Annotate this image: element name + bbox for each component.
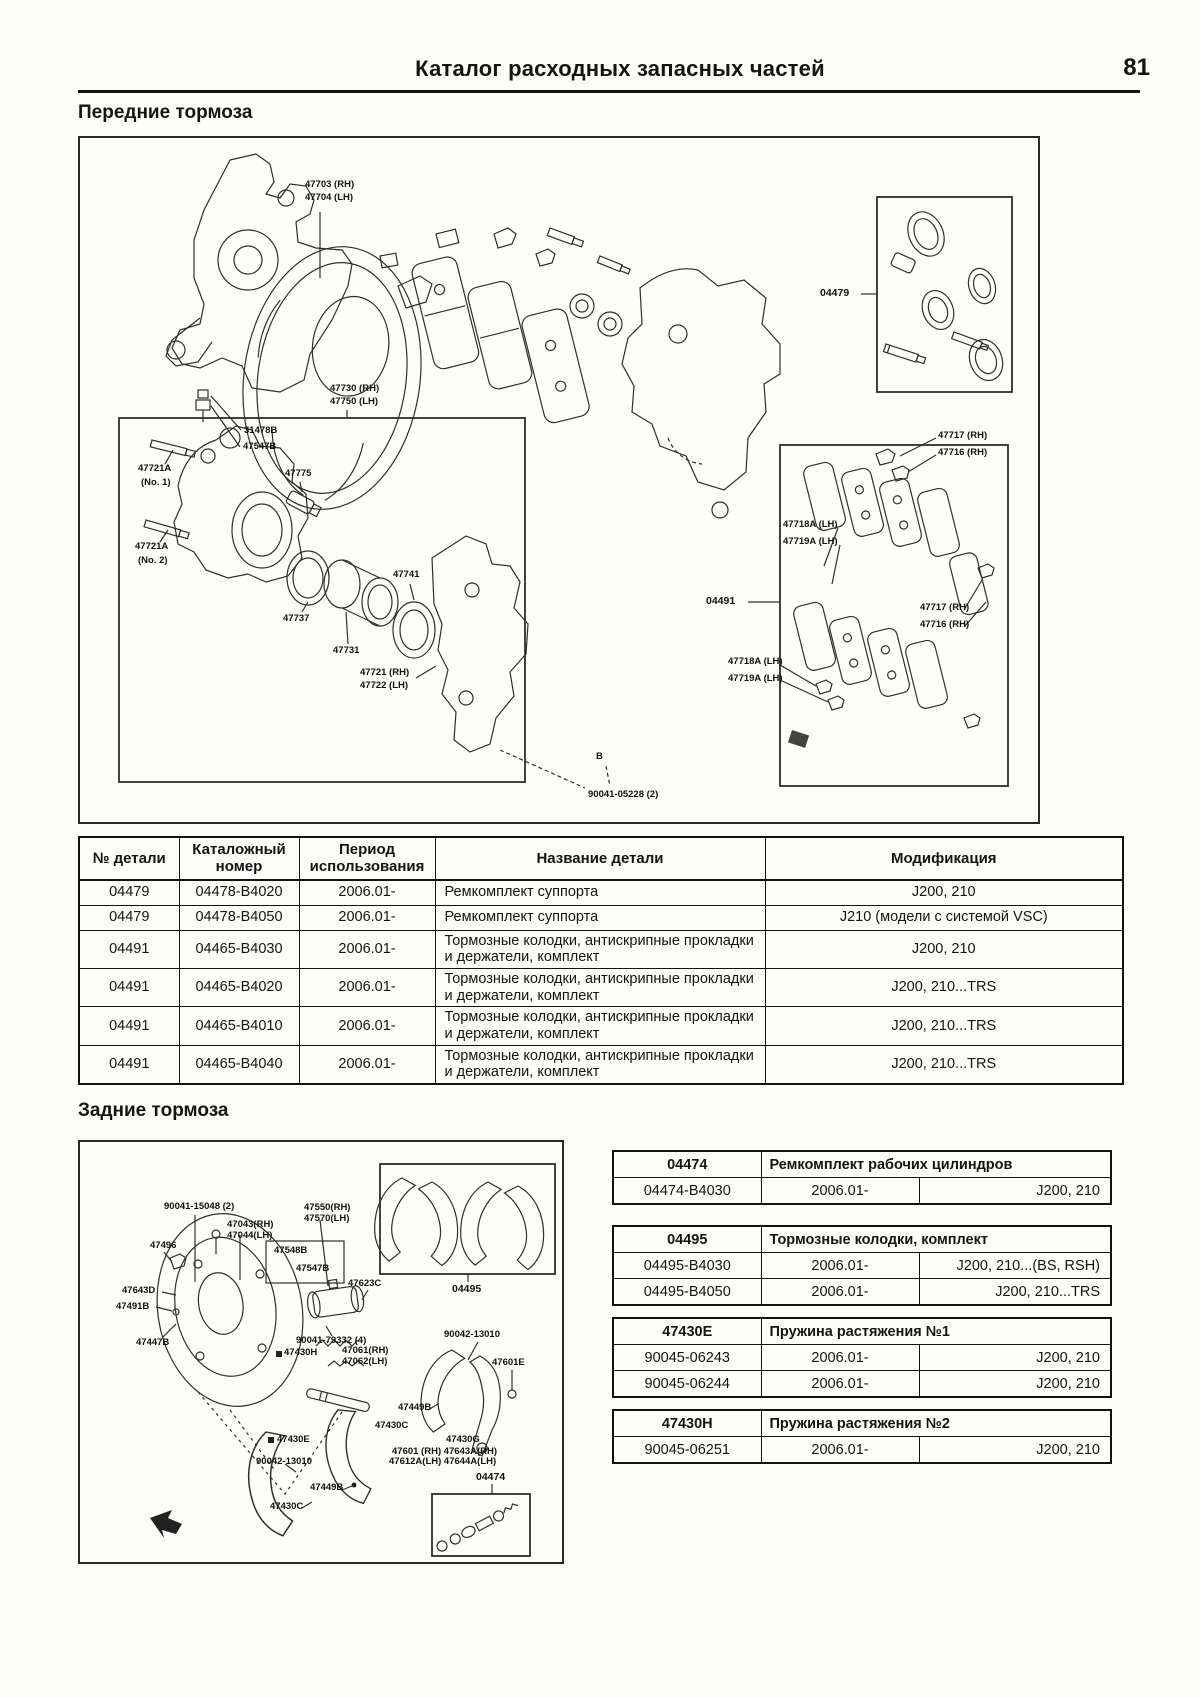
front-brakes-figure [78, 136, 1040, 824]
cell-modif: J200, 210...TRS [765, 1007, 1123, 1045]
cell-period: 2006.01- [761, 1371, 919, 1398]
part-label: 47491B [116, 1301, 150, 1312]
part-label: 47550(RH) [304, 1202, 351, 1213]
page-number: 81 [1123, 54, 1150, 81]
part-label: 47703 (RH) [305, 179, 355, 190]
part-label: 90042-13010 [256, 1456, 312, 1467]
table-row [613, 1371, 1111, 1398]
table-row [613, 1437, 1111, 1464]
part-label: 47716 (RH) [938, 447, 988, 458]
part-label: 47612A(LH) 47644A(LH) [389, 1456, 497, 1467]
cell-modif: J200, 210...TRS [765, 968, 1123, 1006]
cell-period: 2006.01- [761, 1437, 919, 1464]
part-label: 47447B [136, 1337, 170, 1348]
col-part-no: № детали [79, 837, 179, 880]
cell-catalog: 90045-06244 [613, 1371, 761, 1398]
cell-modif: J200, 210 [765, 880, 1123, 906]
cell-modif: J200, 210...TRS [765, 1045, 1123, 1084]
part-label: 47496 [150, 1240, 177, 1251]
rear-table-04495 [612, 1225, 1112, 1306]
cell-period: 2006.01- [299, 1007, 435, 1045]
cell-modif: J200, 210 [919, 1178, 1111, 1205]
part-label: 47721A [135, 541, 169, 552]
part-label: B [596, 751, 603, 762]
part-label: 47547B [296, 1263, 330, 1274]
part-label: 47717 (RH) [938, 430, 988, 441]
cell-modif: J210 (модели с системой VSC) [765, 905, 1123, 930]
part-label-04474: 04474 [476, 1471, 506, 1483]
part-label: 47643D [122, 1285, 156, 1296]
cell-catalog: 04478-B4020 [179, 880, 299, 906]
part-label: 90041-15048 (2) [164, 1201, 235, 1212]
part-label: 47430C [375, 1420, 409, 1431]
col-modif: Модификация [765, 837, 1123, 880]
part-label: (No. 1) [141, 477, 171, 488]
part-label: 47718A (LH) [728, 656, 783, 667]
cell-catalog: 90045-06243 [613, 1345, 761, 1371]
cell-modif: J200, 210 [919, 1371, 1111, 1398]
part-label: 47430E [277, 1434, 310, 1445]
table-header-row [613, 1151, 1111, 1178]
part-label: 47721 (RH) [360, 667, 410, 678]
part-label-04495: 04495 [452, 1283, 482, 1295]
part-label: 47721A [138, 463, 172, 474]
part-label: 47548B [274, 1245, 308, 1256]
cell-name: Ремкомплект суппорта [435, 905, 765, 930]
cell-period: 2006.01- [761, 1253, 919, 1279]
table-header-row [613, 1226, 1111, 1253]
group-code: 47430E [613, 1318, 761, 1345]
cell-modif: J200, 210 [919, 1345, 1111, 1371]
part-label: 47719A (LH) [728, 673, 783, 684]
part-label: 47430H [284, 1347, 318, 1358]
cell-period: 2006.01- [761, 1178, 919, 1205]
part-label: 47430G [446, 1434, 480, 1445]
group-title: Тормозные колодки, комплект [761, 1226, 1111, 1253]
table-header-row [613, 1410, 1111, 1437]
cell-name: Тормозные колодки, антискрипные прокладки и держатели, комплект [435, 1007, 765, 1045]
col-name: Название детали [435, 837, 765, 880]
table-row [613, 1178, 1111, 1205]
cell-name: Тормозные колодки, антискрипные прокладки и держатели, комплект [435, 968, 765, 1006]
rear-table-47430E [612, 1317, 1112, 1398]
cell-catalog: 04474-B4030 [613, 1178, 761, 1205]
part-label: 47062(LH) [342, 1356, 388, 1367]
group-code: 47430H [613, 1410, 761, 1437]
cell-catalog: 04465-B4030 [179, 930, 299, 968]
cell-catalog: 04465-B4010 [179, 1007, 299, 1045]
part-label: 47430C [270, 1501, 304, 1512]
part-label-04491: 04491 [706, 595, 736, 607]
part-label: 90042-13010 [444, 1329, 500, 1340]
part-label: 47449B [310, 1482, 344, 1493]
cell-period: 2006.01- [299, 930, 435, 968]
part-label: 47601E [492, 1357, 525, 1368]
cell-name: Тормозные колодки, антискрипные прокладки и держатели, комплект [435, 930, 765, 968]
cell-part-no: 04491 [79, 968, 179, 1006]
cell-catalog: 90045-06251 [613, 1437, 761, 1464]
cell-modif: J200, 210 [919, 1437, 1111, 1464]
table-row [79, 968, 1123, 1006]
part-label: 47737 [283, 613, 310, 624]
part-label-04479: 04479 [820, 287, 850, 299]
part-label: 47570(LH) [304, 1213, 350, 1224]
header-rule [78, 90, 1140, 93]
group-code: 04495 [613, 1226, 761, 1253]
rear-table-47430H [612, 1409, 1112, 1464]
table-row [613, 1279, 1111, 1306]
col-catalog: Каталожный номер [179, 837, 299, 880]
part-label: 90041-05228 (2) [588, 789, 659, 800]
front-brakes-parts-table [78, 836, 1124, 1085]
part-label: 47044(LH) [227, 1230, 273, 1241]
cell-part-no: 04479 [79, 880, 179, 906]
cell-period: 2006.01- [299, 905, 435, 930]
section-title-rear-brakes: Задние тормоза [78, 1100, 229, 1121]
cell-catalog: 04478-B4050 [179, 905, 299, 930]
cell-period: 2006.01- [299, 1045, 435, 1084]
rear-tables-column [612, 1150, 1112, 1484]
part-label: 47717 (RH) [920, 602, 970, 613]
table-row [79, 1007, 1123, 1045]
group-title: Пружина растяжения №1 [761, 1318, 1111, 1345]
part-label: 47547B [243, 441, 277, 452]
table-header-row [613, 1318, 1111, 1345]
part-label: 47623C [348, 1278, 382, 1289]
cell-period: 2006.01- [761, 1279, 919, 1306]
part-label: 47061(RH) [342, 1345, 389, 1356]
part-label: 90041-79332 (4) [296, 1335, 367, 1346]
cell-name: Тормозные колодки, антискрипные прокладки и держатели, комплект [435, 1045, 765, 1084]
caliper-detail-box [119, 418, 525, 782]
cell-period: 2006.01- [761, 1345, 919, 1371]
rear-table-04474 [612, 1150, 1112, 1205]
cell-catalog: 04465-B4040 [179, 1045, 299, 1084]
part-label: 47718A (LH) [783, 519, 838, 530]
cell-catalog: 04495-B4050 [613, 1279, 761, 1306]
front-brake-exploded-diagram [80, 138, 1038, 822]
group-code: 04474 [613, 1151, 761, 1178]
cell-catalog: 04465-B4020 [179, 968, 299, 1006]
group-title: Ремкомплект рабочих цилиндров [761, 1151, 1111, 1178]
part-label: 47716 (RH) [920, 619, 970, 630]
part-label: 47601 (RH) 47643A(RH) [392, 1446, 498, 1457]
cell-modif: J200, 210...(BS, RSH) [919, 1253, 1111, 1279]
part-label: 47730 (RH) [330, 383, 380, 394]
page-title: Каталог расходных запасных частей [415, 56, 825, 81]
part-label: 47731 [333, 645, 360, 656]
table-header-row [79, 837, 1123, 880]
part-label: 47043(RH) [227, 1219, 274, 1230]
part-label: 47775 [285, 468, 312, 479]
group-title: Пружина растяжения №2 [761, 1410, 1111, 1437]
cell-part-no: 04491 [79, 1007, 179, 1045]
col-period: Период использования [299, 837, 435, 880]
cell-part-no: 04491 [79, 930, 179, 968]
part-label: 47704 (LH) [305, 192, 354, 203]
part-label: 47750 (LH) [330, 396, 379, 407]
section-title-front-brakes: Передние тормоза [78, 102, 253, 123]
part-label: 47449B [398, 1402, 432, 1413]
table-row [613, 1253, 1111, 1279]
part-label: (No. 2) [138, 555, 168, 566]
table-row [79, 880, 1123, 906]
rear-brakes-figure [78, 1140, 564, 1564]
table-row [613, 1345, 1111, 1371]
table-row [79, 930, 1123, 968]
cell-period: 2006.01- [299, 968, 435, 1006]
part-label: 47722 (LH) [360, 680, 409, 691]
cell-catalog: 04495-B4030 [613, 1253, 761, 1279]
table-row [79, 905, 1123, 930]
table-row [79, 1045, 1123, 1084]
cell-period: 2006.01- [299, 880, 435, 906]
cell-modif: J200, 210 [765, 930, 1123, 968]
part-label: 47719A (LH) [783, 536, 838, 547]
cell-name: Ремкомплект суппорта [435, 880, 765, 906]
part-label: 31478B [244, 425, 278, 436]
cell-part-no: 04479 [79, 905, 179, 930]
cell-part-no: 04491 [79, 1045, 179, 1084]
cell-modif: J200, 210...TRS [919, 1279, 1111, 1306]
part-label: 47741 [393, 569, 420, 580]
